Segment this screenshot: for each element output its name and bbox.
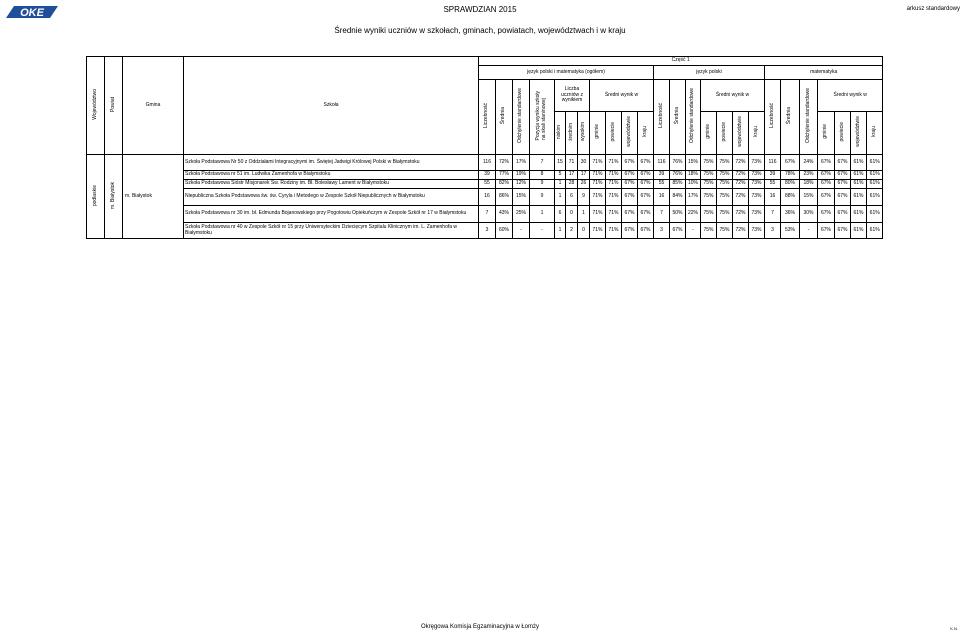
table-cell: 72% xyxy=(496,155,513,171)
table-cell: 73% xyxy=(749,223,765,239)
table-cell: 22% xyxy=(686,206,701,223)
col-liczebnosc-pl: Liczebność xyxy=(657,103,664,129)
table-cell: 55 xyxy=(479,180,496,189)
table-cell: - xyxy=(686,223,701,239)
table-cell: 67% xyxy=(622,180,638,189)
table-cell: - xyxy=(530,223,555,239)
table-cell: 17% xyxy=(686,189,701,206)
table-cell: 82% xyxy=(496,180,513,189)
table-cell: 67% xyxy=(835,223,851,239)
table-cell: 39 xyxy=(765,171,781,180)
table-cell: 67% xyxy=(638,189,654,206)
table-cell: 72% xyxy=(733,180,749,189)
table-cell: 55 xyxy=(654,180,670,189)
table-cell: 71% xyxy=(606,180,622,189)
col-sredni-wynik-all: Średni wynik w xyxy=(590,80,654,112)
table-cell: 67% xyxy=(818,180,835,189)
table-cell: 50% xyxy=(670,206,686,223)
table-cell: 60% xyxy=(496,223,513,239)
table-cell: 1 xyxy=(555,223,566,239)
col-odch-mat: Odchylenie standardowe xyxy=(804,88,811,144)
table-cell: 26 xyxy=(578,180,590,189)
table-cell: 1 xyxy=(555,189,566,206)
table-cell: 30% xyxy=(800,206,818,223)
table-cell: 67% xyxy=(781,155,800,171)
table-cell: 1 xyxy=(530,206,555,223)
table-cell: 17 xyxy=(578,171,590,180)
table-cell: 67% xyxy=(818,171,835,180)
table-cell: 75% xyxy=(717,206,733,223)
table-cell: 71% xyxy=(606,171,622,180)
table-cell: 77% xyxy=(496,171,513,180)
table-cell: 0 xyxy=(566,206,578,223)
table-cell: 71% xyxy=(606,206,622,223)
table-cell: 53% xyxy=(781,223,800,239)
table-cell: 67% xyxy=(622,155,638,171)
table-cell: 9 xyxy=(530,189,555,206)
table-cell: 12% xyxy=(513,180,530,189)
table-cell: 67% xyxy=(835,155,851,171)
table-cell: 0 xyxy=(578,223,590,239)
school-name-cell: Szkoła Podstawowa nr 51 im. Ludwika Zamenhofa w Białymstoku xyxy=(184,171,479,180)
table-cell: - xyxy=(513,223,530,239)
table-row xyxy=(87,189,883,206)
table-cell: 61% xyxy=(867,223,883,239)
table-cell: 67% xyxy=(622,206,638,223)
table-cell: 73% xyxy=(749,189,765,206)
table-cell: 67% xyxy=(622,223,638,239)
table-cell: 75% xyxy=(701,223,717,239)
table-row xyxy=(87,223,883,239)
footer-institution: Okręgowa Komisja Egzaminacyjna w Łomży xyxy=(420,624,540,630)
table-cell: 72% xyxy=(733,206,749,223)
table-cell: 71% xyxy=(590,171,606,180)
table-cell: 71 xyxy=(566,155,578,171)
col-kraju-pl: kraju xyxy=(752,126,759,138)
col-wojewodztwie-all: województwie xyxy=(625,116,632,148)
table-cell: 67% xyxy=(638,155,654,171)
table-cell: 71% xyxy=(590,223,606,239)
table-cell: 61% xyxy=(867,206,883,223)
table-cell: 71% xyxy=(606,189,622,206)
table-cell: 71% xyxy=(606,223,622,239)
col-srednia-pl: Średnia xyxy=(673,107,680,125)
table-cell: 71% xyxy=(590,180,606,189)
table-cell: 72% xyxy=(733,171,749,180)
table-cell: 18% xyxy=(686,171,701,180)
col-gminie-pl: gminie xyxy=(704,124,711,139)
table-cell: 75% xyxy=(701,155,717,171)
table-cell: 67% xyxy=(638,180,654,189)
table-cell: 72% xyxy=(733,223,749,239)
table-row xyxy=(87,155,883,171)
table-cell: 78% xyxy=(781,171,800,180)
table-cell: 67% xyxy=(835,180,851,189)
table-cell: 8 xyxy=(530,171,555,180)
col-srednia-mat: Średnia xyxy=(786,107,793,125)
page-subtitle: Średnie wyniki uczniów w szkołach, gminach, powiatach, województwach i w kraju xyxy=(334,26,626,35)
table-cell: 43% xyxy=(496,206,513,223)
table-cell: 76% xyxy=(670,155,686,171)
table-cell: 17 xyxy=(566,171,578,180)
table-cell: 7 xyxy=(479,206,496,223)
col-odch-all: Odchylenie standardowe xyxy=(517,88,524,144)
gmina-value: m. Białystok xyxy=(123,155,184,239)
col-gmina-header: Gmina xyxy=(123,57,184,155)
table-cell: 7 xyxy=(765,206,781,223)
col-powiecie-all: powiecie xyxy=(609,121,616,142)
logo-text: OKE xyxy=(20,7,44,19)
powiat-value: m. Białystok xyxy=(109,181,116,209)
col-niskim: niskim xyxy=(556,124,563,139)
table-cell: 9 xyxy=(530,180,555,189)
col-powiecie-pl: powiecie xyxy=(720,121,727,142)
table-cell: 67% xyxy=(835,171,851,180)
col-pozycja-line1: Pozycja wyniku szkoły xyxy=(535,90,542,141)
table-cell: 15 xyxy=(555,155,566,171)
col-wojewodztwie-pl: województwie xyxy=(736,116,743,148)
table-cell: 116 xyxy=(765,155,781,171)
table-cell: 61% xyxy=(851,171,867,180)
table-cell: 39 xyxy=(479,171,496,180)
table-cell: 71% xyxy=(590,155,606,171)
table-cell: 73% xyxy=(749,180,765,189)
col-wysokim: wysokim xyxy=(579,122,586,142)
table-cell: 6 xyxy=(555,206,566,223)
school-name-cell: Szkoła Podstawowa Sióstr Misjonarek Św. Rodziny im. Bł. Bolesławy Lament w Białymstoku xyxy=(184,180,479,189)
table-cell: 2 xyxy=(566,223,578,239)
table-cell: 67% xyxy=(818,206,835,223)
col-kraju-mat: kraju xyxy=(870,126,877,138)
col-szkola-header: Szkoła xyxy=(184,57,479,155)
table-cell: 67% xyxy=(622,189,638,206)
table-cell: 67% xyxy=(818,155,835,171)
table-cell: 39 xyxy=(654,171,670,180)
table-cell: 67% xyxy=(622,171,638,180)
school-name-cell: Szkoła Podstawowa nr 30 im. bł. Edmunda Bojanowskiego przy Pogotowiu Opiekuńczym w Zespole Szkół nr 17 w Białymstoku xyxy=(184,206,479,223)
table-cell: 15% xyxy=(686,155,701,171)
table-cell: 1 xyxy=(555,180,566,189)
table-cell: 73% xyxy=(749,171,765,180)
table-row xyxy=(87,180,883,189)
section-all-header: język polski i matematyka (ogółem) xyxy=(479,66,654,80)
table-cell: 3 xyxy=(765,223,781,239)
table-cell: 116 xyxy=(479,155,496,171)
table-cell: 19% xyxy=(513,171,530,180)
table-cell: 24% xyxy=(800,155,818,171)
table-cell: 3 xyxy=(654,223,670,239)
table-cell: 67% xyxy=(835,189,851,206)
table-cell: 75% xyxy=(717,180,733,189)
table-cell: 7 xyxy=(530,155,555,171)
table-cell: 67% xyxy=(818,189,835,206)
table-cell: 72% xyxy=(733,189,749,206)
table-cell: 84% xyxy=(670,189,686,206)
table-cell: 61% xyxy=(867,189,883,206)
table-cell: 61% xyxy=(851,180,867,189)
table-cell: 76% xyxy=(670,171,686,180)
table-cell: 61% xyxy=(851,189,867,206)
table-cell: 16 xyxy=(654,189,670,206)
table-row xyxy=(87,206,883,223)
section-pl-header: język polski xyxy=(654,66,765,80)
table-cell: 75% xyxy=(701,171,717,180)
table-cell: 36% xyxy=(781,206,800,223)
wojewodztwo-value: podlaskie xyxy=(91,184,98,206)
table-cell: 86% xyxy=(496,189,513,206)
col-srednim: średnim xyxy=(567,122,574,141)
col-kraju-all: kraju xyxy=(641,126,648,138)
sheet-label: arkusz standardowy xyxy=(906,6,960,12)
page-title: SPRAWDZIAN 2015 xyxy=(443,5,517,14)
col-srednia-all: Średnia xyxy=(500,107,507,125)
table-cell: 67% xyxy=(818,223,835,239)
footer-initials: K.N. xyxy=(950,626,958,631)
table-cell: 10% xyxy=(686,180,701,189)
col-pozycja-line2: na skali staninowej xyxy=(541,98,547,141)
col-odch-pl: Odchylenie standardowe xyxy=(689,88,696,144)
table-cell: 61% xyxy=(867,171,883,180)
table-cell: 16 xyxy=(479,189,496,206)
table-cell: 75% xyxy=(701,180,717,189)
table-cell: 18% xyxy=(800,180,818,189)
table-cell: 61% xyxy=(867,180,883,189)
table-cell: 75% xyxy=(701,189,717,206)
col-powiecie-mat: powiecie xyxy=(838,121,845,142)
table-cell: 67% xyxy=(638,223,654,239)
table-cell: 88% xyxy=(781,189,800,206)
col-sredni-wynik-pl: Średni wynik w xyxy=(701,80,765,112)
table-cell: 9 xyxy=(578,189,590,206)
table-row xyxy=(87,171,883,180)
table-cell: 30 xyxy=(578,155,590,171)
table-cell: 75% xyxy=(701,206,717,223)
school-name-cell: Szkoła Podstawowa Nr 50 z Oddziałami Integracyjnymi im. Świętej Jadwigi Królowej Polski w Białymstoku xyxy=(184,155,479,171)
table-cell: - xyxy=(800,223,818,239)
col-gminie-mat: gminie xyxy=(822,124,829,139)
table-cell: 75% xyxy=(717,171,733,180)
table-cell: 75% xyxy=(717,189,733,206)
table-cell: 67% xyxy=(638,206,654,223)
table-cell: 61% xyxy=(851,223,867,239)
table-cell: 67% xyxy=(835,206,851,223)
table-cell: 15% xyxy=(513,189,530,206)
table-cell: 28 xyxy=(566,180,578,189)
table-cell: 15% xyxy=(800,189,818,206)
col-wojewodztwo-header: Województwo xyxy=(91,88,98,120)
results-table xyxy=(86,56,883,239)
table-cell: 3 xyxy=(479,223,496,239)
table-cell: 61% xyxy=(851,206,867,223)
table-cell: 73% xyxy=(749,155,765,171)
school-name-cell: Niepubliczna Szkoła Podstawowa św. św. Cyryla i Metodego w Zespole Szkół Niepublicznych w Białymstoku xyxy=(184,189,479,206)
table-cell: 17% xyxy=(513,155,530,171)
table-cell: 75% xyxy=(717,223,733,239)
col-gminie-all: gminie xyxy=(593,124,600,139)
table-cell: 116 xyxy=(654,155,670,171)
school-name-cell: Szkoła Podstawowa nr 40 w Zespole Szkół nr 15 przy Uniwersyteckim Dziecięcym Szpitalu Klinicznym im. L. Zamenhofa w Białymstoku xyxy=(184,223,479,239)
col-liczebnosc-mat: Liczebność xyxy=(768,103,775,129)
col-wojewodztwie-mat: województwie xyxy=(854,116,861,148)
part-header: Część 1 xyxy=(479,57,883,66)
table-cell: 73% xyxy=(749,206,765,223)
col-liczebnosc-all: Liczebność xyxy=(483,103,490,129)
table-cell: 61% xyxy=(851,155,867,171)
table-cell: 5 xyxy=(555,171,566,180)
table-cell: 61% xyxy=(867,155,883,171)
table-cell: 71% xyxy=(590,189,606,206)
table-cell: 80% xyxy=(781,180,800,189)
section-mat-header: matematyka xyxy=(765,66,883,80)
col-sredni-wynik-mat: Średni wynik w xyxy=(818,80,883,112)
table-cell: 85% xyxy=(670,180,686,189)
col-liczba-uczniow: Liczba uczniów z wynikiem xyxy=(555,80,590,112)
table-cell: 1 xyxy=(578,206,590,223)
table-cell: 71% xyxy=(606,155,622,171)
table-cell: 16 xyxy=(765,189,781,206)
table-cell: 67% xyxy=(670,223,686,239)
table-cell: 7 xyxy=(654,206,670,223)
table-cell: 67% xyxy=(638,171,654,180)
table-cell: 23% xyxy=(800,171,818,180)
table-cell: 71% xyxy=(590,206,606,223)
col-powiat-header: Powiat xyxy=(109,96,116,112)
table-cell: 55 xyxy=(765,180,781,189)
table-cell: 25% xyxy=(513,206,530,223)
table-cell: 6 xyxy=(566,189,578,206)
table-cell: 72% xyxy=(733,155,749,171)
table-cell: 75% xyxy=(717,155,733,171)
